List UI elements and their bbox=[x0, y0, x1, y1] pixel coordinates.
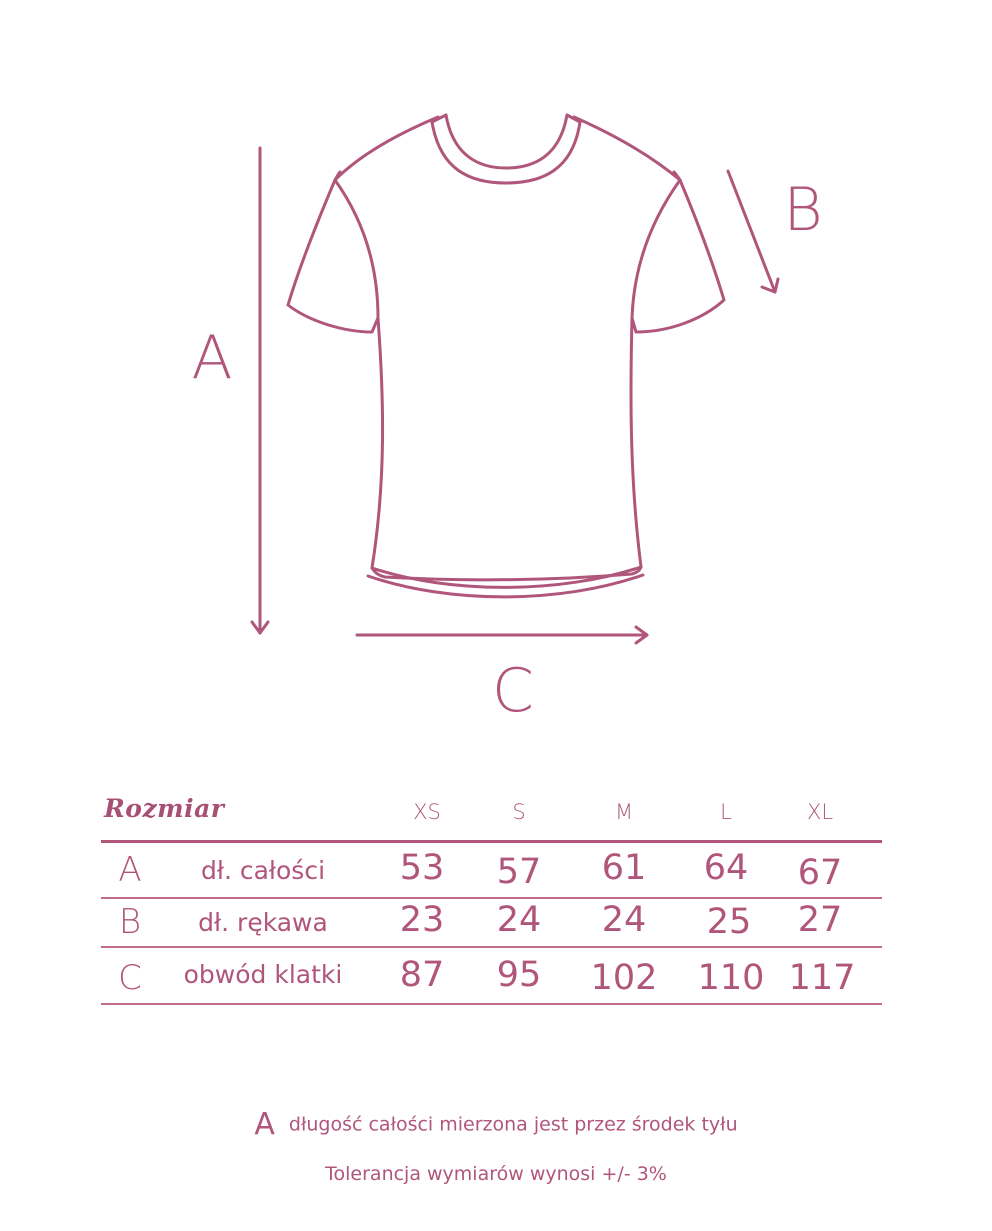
size-header-m: M bbox=[614, 800, 634, 824]
dimension-label-b: B bbox=[783, 175, 823, 245]
table-cell: 25 bbox=[706, 902, 752, 942]
table-row-rule bbox=[101, 897, 882, 899]
table-cell: 95 bbox=[496, 955, 542, 995]
tshirt-collar-inner bbox=[446, 115, 567, 168]
table-cell: 61 bbox=[601, 848, 647, 888]
note-letter-a: A bbox=[254, 1107, 275, 1142]
row-label-chest: obwód klatki bbox=[183, 960, 343, 989]
dimension-label-c: C bbox=[492, 656, 534, 726]
tshirt-left-sleeve-seam bbox=[335, 180, 378, 318]
table-cell: 64 bbox=[703, 848, 749, 888]
row-letter-c: C bbox=[118, 958, 142, 998]
size-header-s: S bbox=[512, 800, 526, 824]
table-cell: 102 bbox=[590, 958, 658, 998]
tshirt-collar-top bbox=[432, 115, 580, 122]
table-cell: 23 bbox=[399, 900, 445, 940]
dimension-label-a: A bbox=[191, 323, 233, 393]
tshirt-collar-outer bbox=[432, 122, 580, 183]
table-cell: 24 bbox=[601, 900, 647, 940]
row-label-sleeve: dł. rękawa bbox=[198, 908, 328, 937]
table-cell: 53 bbox=[399, 848, 445, 888]
table-cell: 117 bbox=[788, 958, 856, 998]
tolerance-note bbox=[0, 1163, 992, 1185]
table-header-rule bbox=[101, 840, 882, 843]
table-cell: 57 bbox=[496, 852, 542, 892]
tshirt-right-sleeve-seam bbox=[632, 180, 680, 318]
table-cell: 110 bbox=[697, 958, 765, 998]
table-cell: 24 bbox=[496, 900, 542, 940]
measurement-note bbox=[0, 1107, 992, 1142]
table-cell: 67 bbox=[797, 853, 843, 893]
tolerance-text: Tolerancja wymiarów wynosi +/- 3% bbox=[325, 1163, 667, 1185]
row-letter-a: A bbox=[118, 850, 142, 890]
arrow-b-line bbox=[728, 171, 775, 292]
table-cell: 87 bbox=[399, 955, 445, 995]
note-text: długość całości mierzona jest przez środek tyłu bbox=[288, 1113, 738, 1136]
row-letter-b: B bbox=[118, 902, 142, 942]
table-row-rule bbox=[101, 946, 882, 948]
row-label-length: dł. całości bbox=[200, 856, 326, 885]
table-cell: 27 bbox=[797, 900, 843, 940]
size-header-l: L bbox=[720, 800, 732, 824]
size-header-xl: XL bbox=[806, 800, 834, 824]
table-bottom-rule bbox=[101, 1003, 882, 1005]
size-header-xs: XS bbox=[413, 800, 441, 824]
tshirt-outline bbox=[288, 117, 724, 580]
table-title: Rozmiar bbox=[104, 794, 225, 823]
